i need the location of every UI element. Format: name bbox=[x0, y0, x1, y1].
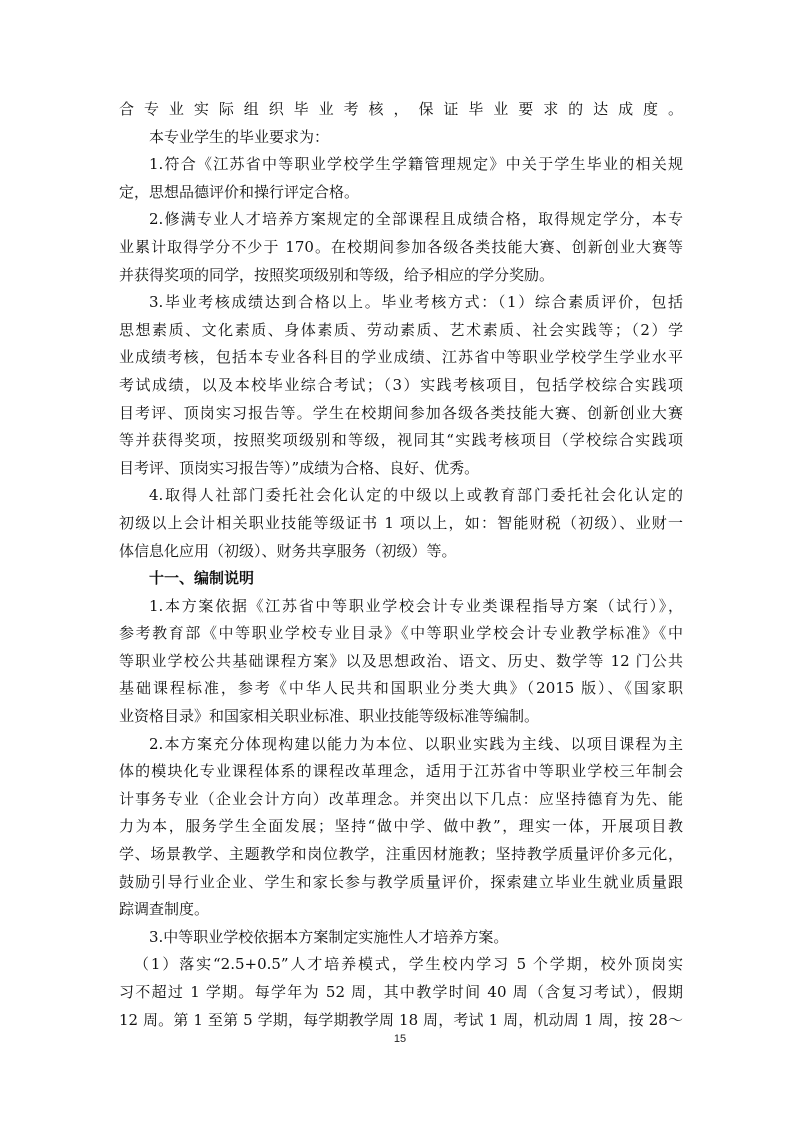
text-line: 3.毕业考核成绩达到合格以上。毕业考核方式：（1）综合素质评价，包括 bbox=[149, 293, 683, 312]
page-number: 15 bbox=[393, 1033, 407, 1045]
text-line: 习不超过 1 学期。每学年为 52 周，其中教学时间 40 周（含复习考试），假期 bbox=[119, 983, 683, 1001]
section-heading: 十一、编制说明 bbox=[149, 569, 255, 588]
text-line: 4.取得人社部门委托社会化认定的中级以上或教育部门委托社会化认定的 bbox=[149, 486, 683, 505]
text-line: 基础课程标准，参考《中华人民共和国职业分类大典》（2015 版）、《国家职 bbox=[119, 679, 683, 698]
text-line: 体信息化应用（初级）、财务共享服务（初级）等。 bbox=[119, 541, 457, 560]
text-line: 思想素质、文化素质、身体素质、劳动素质、艺术素质、社会实践等；（2）学 bbox=[119, 320, 683, 339]
text-line: （1）落实“2.5+0.5”人才培养模式，学生校内学习 5 个学期，校外顶岗实 bbox=[134, 955, 683, 974]
text-line: 12 周。第 1 至第 5 学期，每学期教学周 18 周，考试 1 周，机动周 1 周，按 28～ bbox=[119, 1010, 683, 1029]
text-line: 业累计取得学分不少于 170。在校期间参加各级各类技能大赛、创新创业大赛等 bbox=[119, 237, 683, 256]
text-line: 等并获得奖项，按照奖项级别和等级，视同其“实践考核项目（学校综合实践项 bbox=[119, 431, 683, 450]
text-line: 参考教育部《中等职业学校专业目录》《中等职业学校会计专业教学标准》《中 bbox=[119, 624, 683, 643]
text-line: 合专业实际组织毕业考核，保证毕业要求的达成度。 bbox=[119, 100, 683, 118]
text-line: 等职业学校公共基础课程方案》以及思想政治、语文、历史、数学等 12 门公共 bbox=[119, 651, 683, 670]
text-line: 业资格目录》和国家相关职业标准、职业技能等级标准等编制。 bbox=[119, 707, 540, 726]
text-line: 目考评、顶岗实习报告等。学生在校期间参加各级各类技能大赛、创新创业大赛 bbox=[119, 403, 683, 422]
text-line: 踪调查制度。 bbox=[119, 900, 210, 919]
text-line: 并获得奖项的同学，按照奖项级别和等级，给予相应的学分奖励。 bbox=[119, 265, 555, 284]
text-line: 力为本，服务学生全面发展；坚持“做中学、做中教”，理实一体，开展项目教 bbox=[119, 817, 683, 836]
body-text bbox=[119, 96, 683, 1034]
text-line: 2.本方案充分体现构建以能力为本位、以职业实践为主线、以项目课程为主 bbox=[149, 734, 683, 753]
text-line: 学、场景教学、主题教学和岗位教学，注重因材施教；坚持教学质量评价多元化， bbox=[119, 845, 683, 864]
text-line: 体的模块化专业课程体系的课程改革理念，适用于江苏省中等职业学校三年制会 bbox=[119, 762, 683, 781]
text-line: 本专业学生的毕业要求为： bbox=[149, 127, 330, 146]
text-line: 初级以上会计相关职业技能等级证书 1 项以上，如：智能财税（初级）、业财一 bbox=[119, 513, 683, 532]
text-line: 2.修满专业人才培养方案规定的全部课程且成绩合格，取得规定学分，本专 bbox=[149, 210, 683, 229]
text-line: 业成绩考核，包括本专业各科目的学业成绩、江苏省中等职业学校学生学业水平 bbox=[119, 348, 683, 367]
text-line: 鼓励引导行业企业、学生和家长参与教学质量评价，探索建立毕业生就业质量跟 bbox=[119, 872, 683, 891]
text-line: 3.中等职业学校依据本方案制定实施性人才培养方案。 bbox=[149, 927, 509, 946]
text-line: 目考评、顶岗实习报告等）”成绩为合格、良好、优秀。 bbox=[119, 458, 480, 477]
text-line: 考试成绩，以及本校毕业综合考试；（3）实践考核项目，包括学校综合实践项 bbox=[119, 375, 683, 394]
text-line: 1.本方案依据《江苏省中等职业学校会计专业类课程指导方案（试行）》， bbox=[149, 596, 683, 615]
text-line: 定，思想品德评价和操行评定合格。 bbox=[119, 182, 360, 201]
text-line: 计事务专业（企业会计方向）改革理念。并突出以下几点：应坚持德育为先、能 bbox=[119, 789, 683, 808]
text-line: 1.符合《江苏省中等职业学校学生学籍管理规定》中关于学生毕业的相关规 bbox=[149, 155, 683, 174]
